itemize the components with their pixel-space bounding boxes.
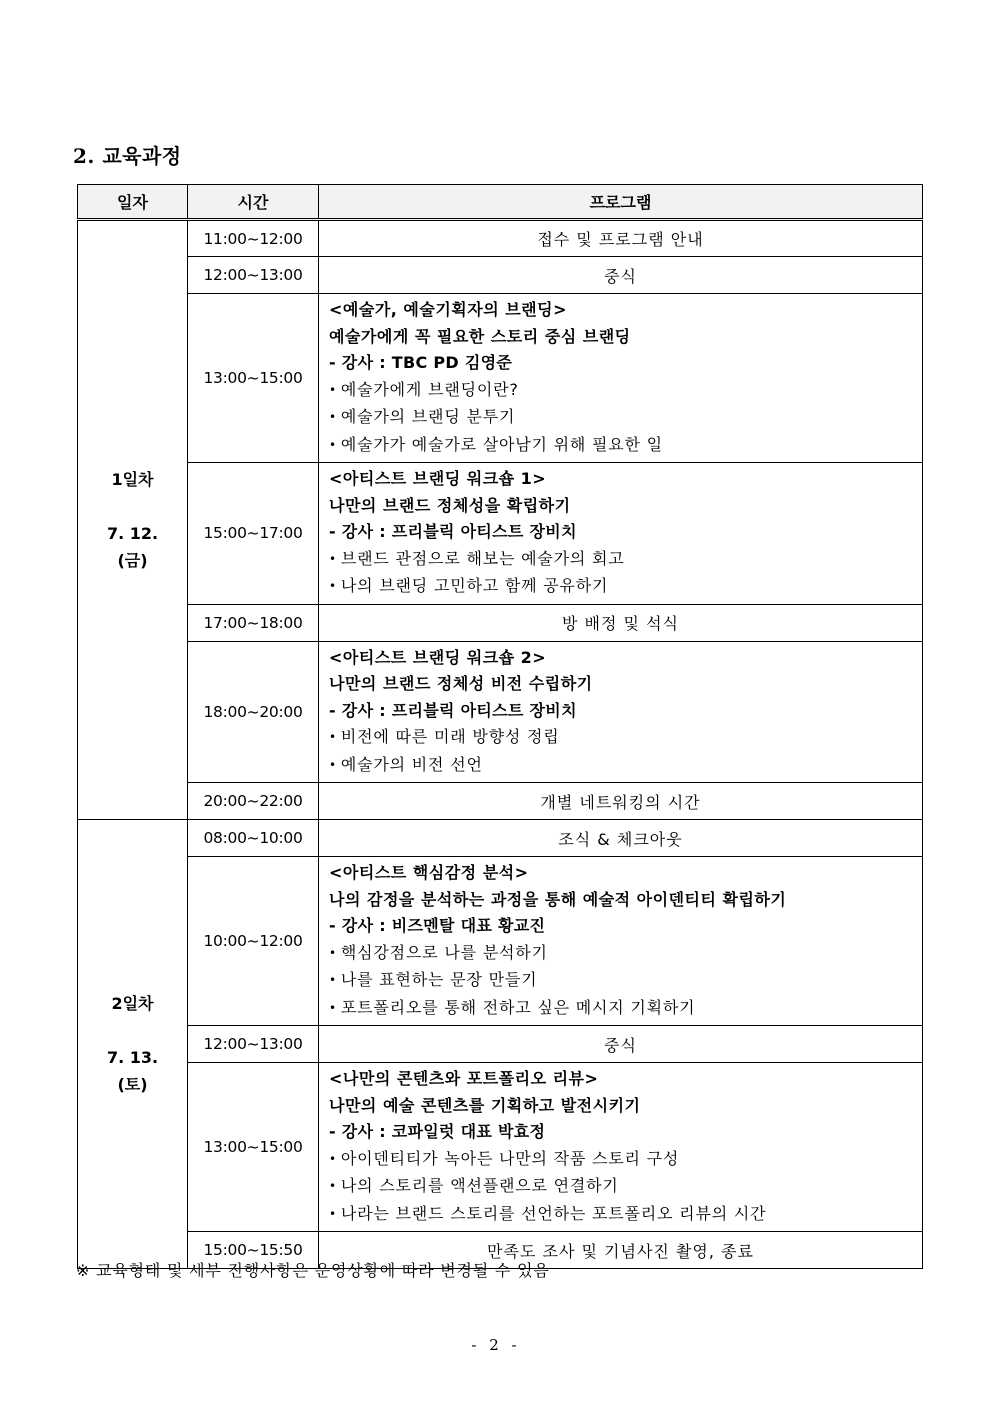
bullet-dot-icon: • bbox=[329, 410, 337, 424]
session-bullet bbox=[329, 573, 922, 601]
session-bullet bbox=[329, 995, 922, 1023]
session-subtitle: 나만의 브랜드 정체성 비전 수립하기 bbox=[329, 674, 593, 693]
schedule-row bbox=[78, 783, 923, 820]
session-time: 12:00~13:00 bbox=[188, 1026, 319, 1063]
session-time: 17:00~18:00 bbox=[188, 604, 319, 641]
bullet-dot-icon: • bbox=[329, 437, 337, 452]
schedule-body bbox=[78, 220, 923, 1269]
schedule-table bbox=[77, 184, 923, 1269]
day-label: 2일차 bbox=[111, 994, 154, 1013]
session-program: 개별 네트워킹의 시간 bbox=[319, 783, 923, 820]
schedule-row bbox=[78, 604, 923, 641]
session-program bbox=[319, 1063, 923, 1232]
bullet-dot-icon: • bbox=[329, 579, 337, 593]
session-time: 12:00~13:00 bbox=[188, 257, 319, 294]
bullet-dot-icon: • bbox=[329, 757, 337, 772]
session-program: 조식 & 체크아웃 bbox=[319, 820, 923, 857]
bullet-dot-icon: • bbox=[329, 1151, 337, 1166]
bullet-dot-icon: • bbox=[329, 1000, 337, 1015]
session-program: 중식 bbox=[319, 1026, 923, 1063]
session-time: 18:00~20:00 bbox=[188, 641, 319, 783]
bullet-dot-icon: • bbox=[329, 945, 337, 960]
session-program bbox=[319, 294, 923, 463]
session-title: <아티스트 브랜딩 워크숍 1> bbox=[329, 469, 547, 488]
session-bullet bbox=[329, 724, 922, 752]
session-bullet bbox=[329, 377, 922, 405]
session-program bbox=[319, 463, 923, 605]
bullet-text: 브랜드 관점으로 해보는 예술가의 회고 bbox=[340, 548, 625, 568]
bullet-text: 비전에 따른 미래 방향성 정립 bbox=[340, 727, 560, 746]
day-spacer bbox=[78, 1017, 187, 1044]
day-spacer bbox=[78, 493, 187, 520]
session-program bbox=[319, 641, 923, 783]
bullet-dot-icon: • bbox=[329, 551, 337, 566]
bullet-text: 예술가의 브랜딩 분투기 bbox=[340, 407, 516, 426]
schedule-row bbox=[78, 257, 923, 294]
bullet-text: 예술가가 예술가로 살아남기 위해 필요한 일 bbox=[340, 434, 663, 454]
schedule-row bbox=[78, 294, 923, 463]
day-cell bbox=[78, 220, 188, 820]
session-time: 10:00~12:00 bbox=[188, 857, 319, 1026]
session-title: <예술가, 예술기획자의 브랜딩> bbox=[329, 300, 568, 319]
bullet-text: 핵심강점으로 나를 분석하기 bbox=[340, 942, 548, 962]
bullet-text: 나를 표현하는 문장 만들기 bbox=[340, 970, 538, 989]
footnote: ※ 교육형태 및 세부 진행사항은 운영상황에 따라 변경될 수 있음 bbox=[76, 1261, 550, 1280]
schedule-row bbox=[78, 820, 923, 857]
day-cell bbox=[78, 820, 188, 1269]
session-subtitle: 나만의 브랜드 정체성을 확립하기 bbox=[329, 495, 571, 515]
bullet-text: 포트폴리오를 통해 전하고 싶은 메시지 기획하기 bbox=[340, 997, 696, 1017]
session-title: <아티스트 핵심감정 분석> bbox=[329, 863, 529, 882]
bullet-dot-icon: • bbox=[329, 1179, 337, 1193]
session-bullet bbox=[329, 432, 922, 460]
session-program: 접수 및 프로그램 안내 bbox=[319, 220, 923, 257]
bullet-dot-icon: • bbox=[329, 382, 337, 397]
header-time: 시간 bbox=[188, 185, 319, 220]
session-time: 15:00~15:50 bbox=[188, 1232, 319, 1269]
session-time: 13:00~15:00 bbox=[188, 294, 319, 463]
session-title: <나만의 콘텐츠와 포트폴리오 리뷰> bbox=[329, 1069, 599, 1088]
session-bullet bbox=[329, 752, 922, 780]
section-title: 2. 교육과정 bbox=[73, 144, 182, 168]
schedule-row bbox=[78, 220, 923, 257]
session-lecturer: - 강사 : 프리블릭 아티스트 장비치 bbox=[329, 700, 577, 720]
day-label: 1일차 bbox=[111, 470, 154, 489]
bullet-text: 예술가의 비전 선언 bbox=[340, 754, 483, 774]
session-subtitle: 나의 감정을 분석하는 과정을 통해 예술적 아이덴티티 확립하기 bbox=[329, 889, 787, 909]
schedule-row bbox=[78, 857, 923, 1026]
day-date: 7. 13. bbox=[106, 1048, 159, 1067]
schedule-row bbox=[78, 1063, 923, 1232]
schedule-row bbox=[78, 1026, 923, 1063]
header-program: 프로그램 bbox=[319, 185, 923, 220]
schedule-row bbox=[78, 463, 923, 605]
session-bullet bbox=[329, 967, 922, 995]
session-time: 08:00~10:00 bbox=[188, 820, 319, 857]
session-bullet bbox=[329, 546, 922, 574]
bullet-text: 나라는 브랜드 스토리를 선언하는 포트폴리오 리뷰의 시간 bbox=[340, 1203, 767, 1223]
session-bullet bbox=[329, 404, 922, 432]
day-weekday: (금) bbox=[117, 551, 148, 570]
bullet-text: 나의 브랜딩 고민하고 함께 공유하기 bbox=[340, 576, 609, 595]
session-bullet bbox=[329, 1146, 922, 1174]
page-number: - 2 - bbox=[471, 1336, 521, 1354]
session-program: 중식 bbox=[319, 257, 923, 294]
session-bullet bbox=[329, 1201, 922, 1229]
header-date: 일자 bbox=[78, 185, 188, 220]
session-program bbox=[319, 857, 923, 1026]
session-subtitle: 예술가에게 꼭 필요한 스토리 중심 브랜딩 bbox=[329, 326, 631, 346]
day-date: 7. 12. bbox=[106, 524, 159, 543]
bullet-dot-icon: • bbox=[329, 730, 337, 744]
day-weekday: (토) bbox=[117, 1075, 148, 1094]
session-time: 11:00~12:00 bbox=[188, 220, 319, 257]
session-bullet bbox=[329, 1173, 922, 1201]
bullet-dot-icon: • bbox=[329, 1206, 337, 1221]
session-lecturer: - 강사 : 비즈멘탈 대표 황교진 bbox=[329, 916, 546, 935]
session-bullet bbox=[329, 940, 922, 968]
session-time: 15:00~17:00 bbox=[188, 463, 319, 605]
session-subtitle: 나만의 예술 콘텐츠를 기획하고 발전시키기 bbox=[329, 1095, 641, 1115]
session-title: <아티스트 브랜딩 워크숍 2> bbox=[329, 647, 547, 667]
session-lecturer: - 강사 : 코파일럿 대표 박효정 bbox=[329, 1122, 546, 1141]
session-program: 만족도 조사 및 기념사진 촬영, 종료 bbox=[319, 1232, 923, 1269]
schedule-row bbox=[78, 641, 923, 783]
session-time: 20:00~22:00 bbox=[188, 783, 319, 820]
bullet-text: 예술가에게 브랜딩이란? bbox=[340, 379, 519, 399]
bullet-dot-icon: • bbox=[329, 973, 337, 987]
bullet-text: 나의 스토리를 액션플랜으로 연결하기 bbox=[340, 1176, 619, 1195]
session-time: 13:00~15:00 bbox=[188, 1063, 319, 1232]
session-lecturer: - 강사 : 프리블릭 아티스트 장비치 bbox=[329, 522, 577, 541]
bullet-text: 아이덴티티가 녹아든 나만의 작품 스토리 구성 bbox=[340, 1148, 680, 1168]
session-program: 방 배정 및 석식 bbox=[319, 604, 923, 641]
header-row bbox=[78, 185, 923, 220]
session-lecturer: - 강사 : TBC PD 김영준 bbox=[329, 353, 513, 372]
